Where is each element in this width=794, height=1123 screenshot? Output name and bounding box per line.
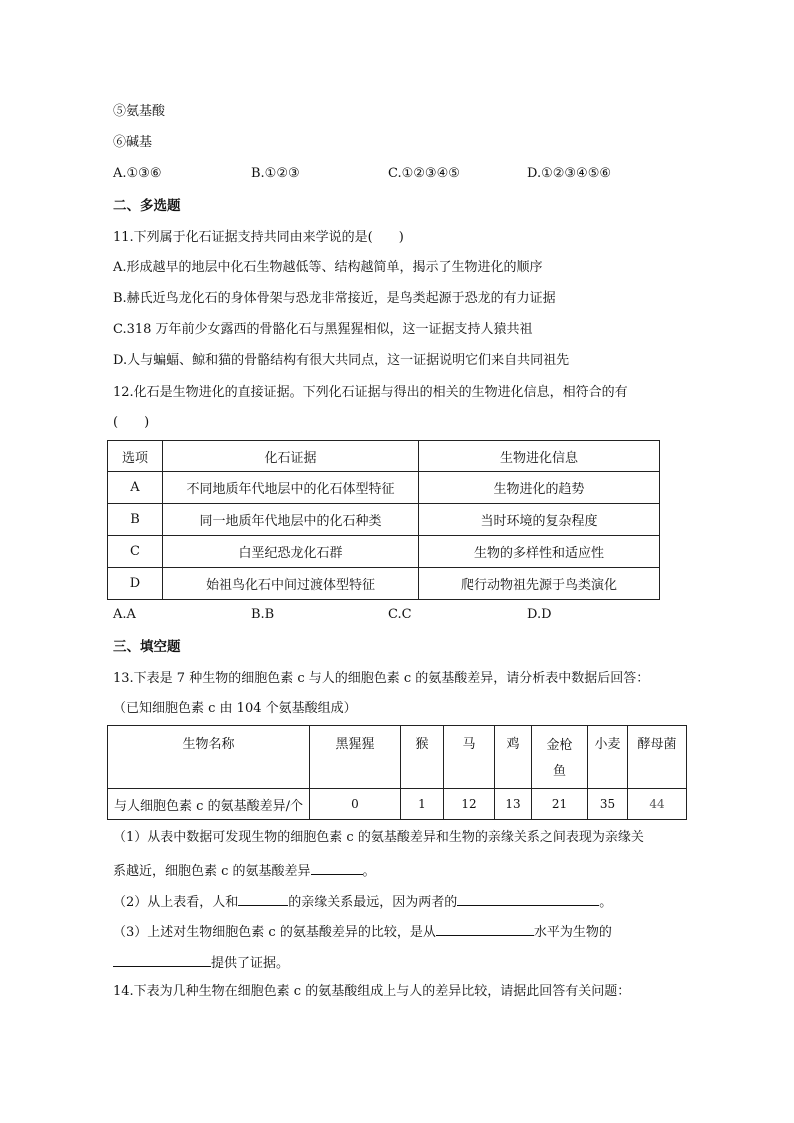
q10-item-6: ⑥碱基: [113, 135, 153, 150]
q12-stem-paren: ( ): [113, 415, 150, 430]
table-row: [108, 536, 660, 568]
q13-sub2-text-a: （2）从上表看，人和: [113, 895, 239, 910]
q12-header-evolution-info: 生物进化信息: [419, 441, 660, 472]
q12-row-d-info: 爬行动物祖先源于鸟类演化: [419, 568, 660, 600]
q13-sub3-blank-level[interactable]: [436, 921, 534, 936]
section-title-multiple-choice: 二、多选题: [113, 198, 181, 214]
q12-option-d: D.D: [527, 607, 552, 622]
q13-sub3-line1: [113, 921, 612, 942]
q12-row-d-option: D: [108, 568, 163, 600]
q13-sub3-blank-evolution[interactable]: [113, 952, 211, 967]
q13-stem-note: （已知细胞色素 c 由 104 个氨基酸组成）: [113, 701, 357, 716]
q13-val-monkey: 1: [401, 789, 444, 820]
q13-org-tuna: [532, 726, 588, 789]
q13-org-yeast: 酵母菌: [628, 726, 687, 789]
q11-option-a: A.形成越早的地层中化石生物越低等、结构越简单，揭示了生物进化的顺序: [113, 260, 543, 275]
q13-sub3-text-a: （3）上述对生物细胞色素 c 的氨基酸差异的比较，是从: [113, 925, 436, 940]
q12-row-b-info: 当时环境的复杂程度: [419, 504, 660, 536]
q12-table-header-row: [108, 441, 660, 472]
q12-stem: 12.化石是生物进化的直接证据。下列化石证据与得出的相关的生物进化信息，相符合的有: [113, 385, 628, 400]
q11-option-d: D.人与蝙蝠、鲸和猫的骨骼结构有很大共同点，这一证据说明它们来自共同祖先: [113, 353, 570, 368]
q13-sub2: [113, 891, 612, 912]
q12-header-fossil-evidence: 化石证据: [163, 441, 419, 472]
q13-org-monkey: 猴: [401, 726, 444, 789]
section-title-fill-in: 三、填空题: [113, 639, 181, 655]
q13-val-tuna: 21: [532, 789, 588, 820]
q12-table: [107, 440, 660, 600]
q11-option-c: C.318 万年前少女露西的骨骼化石与黑猩猩相似，这一证据支持人猿共祖: [113, 322, 533, 337]
q12-row-c-info: 生物的多样性和适应性: [419, 536, 660, 568]
q12-row-a-info: 生物进化的趋势: [419, 472, 660, 504]
q12-row-c-option: C: [108, 536, 163, 568]
q12-option-c: C.C: [388, 607, 412, 622]
q13-sub2-blank-organism[interactable]: [238, 891, 288, 906]
q13-sub2-blank-reason[interactable]: [457, 891, 599, 906]
q13-org-chimpanzee: 黑猩猩: [310, 726, 401, 789]
q12-row-a-option: A: [108, 472, 163, 504]
q13-sub1-text: 系越近，细胞色素 c 的氨基酸差异: [113, 864, 311, 879]
q13-sub3-text-b: 水平为生物的: [533, 925, 612, 940]
q11-option-b: B.赫氏近鸟龙化石的身体骨架与恐龙非常接近，是鸟类起源于恐龙的有力证据: [113, 291, 556, 306]
q10-option-d: D.①②③④⑤⑥: [527, 166, 612, 181]
q13-org-chicken: 鸡: [495, 726, 532, 789]
q13-val-chimpanzee: 0: [310, 789, 401, 820]
q10-option-c: C.①②③④⑤: [388, 166, 460, 181]
q13-sub3-end: 提供了证据。: [211, 956, 290, 971]
q14-stem: 14.下表为几种生物在细胞色素 c 的氨基酸组成上与人的差异比较，请据此回答有关问题：: [113, 984, 631, 999]
table-row: [108, 568, 660, 600]
table-row: [108, 472, 660, 504]
q10-option-a: A.①③⑥: [113, 166, 162, 181]
q12-row-d-evidence: 始祖鸟化石中间过渡体型特征: [163, 568, 419, 600]
q13-table-header-row: [108, 726, 687, 789]
q12-row-a-evidence: 不同地质年代地层中的化石体型特征: [163, 472, 419, 504]
q13-row-label: 与人细胞色素 c 的氨基酸差异/个: [108, 789, 310, 820]
q13-org-tuna-line1: 金枪: [546, 738, 573, 753]
q13-org-wheat: 小麦: [588, 726, 628, 789]
q13-sub1-line1: （1）从表中数据可发现生物的细胞色素 c 的氨基酸差异和生物的亲缘关系之间表现为亲缘关: [113, 830, 644, 845]
q12-option-b: B.B: [251, 607, 275, 622]
q10-item-5: ⑤氨基酸: [113, 104, 166, 119]
q13-table: [107, 725, 687, 820]
q13-sub1-line2: [113, 860, 376, 881]
q12-option-a: A.A: [113, 607, 136, 622]
q13-sub1-end: 。: [362, 864, 376, 879]
q10-option-b: B.①②③: [251, 166, 300, 181]
table-row: [108, 789, 687, 820]
q13-sub1-answer-blank[interactable]: [311, 860, 363, 875]
q13-sub2-text-b: 的亲缘关系最远，因为两者的: [288, 895, 458, 910]
q12-header-option: 选项: [108, 441, 163, 472]
q13-sub3-line2: [113, 952, 289, 973]
q13-org-tuna-line2: 鱼: [552, 764, 566, 779]
q13-stem: 13.下表是 7 种生物的细胞色素 c 与人的细胞色素 c 的氨基酸差异，请分析表中数据后回答：: [113, 671, 650, 686]
q13-val-horse: 12: [444, 789, 495, 820]
table-row: [108, 504, 660, 536]
q13-header-organism-name: 生物名称: [108, 726, 310, 789]
q12-row-c-evidence: 白垩纪恐龙化石群: [163, 536, 419, 568]
q12-row-b-evidence: 同一地质年代地层中的化石种类: [163, 504, 419, 536]
q13-val-chicken: 13: [495, 789, 532, 820]
q12-row-b-option: B: [108, 504, 163, 536]
q13-val-wheat: 35: [588, 789, 628, 820]
q13-org-horse: 马: [444, 726, 495, 789]
q13-sub2-end: 。: [599, 895, 613, 910]
q11-stem: 11.下列属于化石证据支持共同由来学说的是( ): [113, 230, 404, 245]
q13-val-yeast: 44: [628, 789, 687, 820]
